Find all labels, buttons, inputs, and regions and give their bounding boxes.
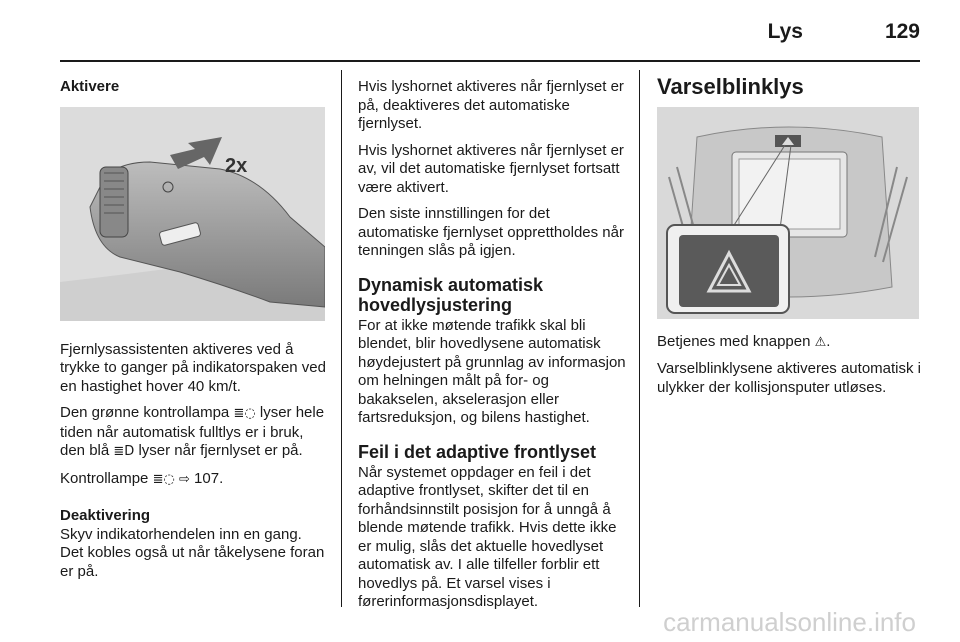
stalk-illustration	[60, 107, 325, 321]
paragraph: Hvis lyshornet aktiveres når fjernlyset er av, vil det automatiske fjernlyset fortsatt være aktivert.	[358, 141, 624, 196]
section-heading-dynamic-levelling: Dynamisk automatisk hovedlysjustering	[358, 274, 544, 315]
column-divider-1	[341, 70, 342, 607]
text-span: .	[826, 332, 831, 350]
column-1	[60, 78, 328, 589]
paragraph-hazard-button	[657, 333, 922, 353]
section-heading-aktivere: Aktivere	[60, 78, 120, 95]
column-divider-2	[639, 70, 640, 607]
paragraph-warning-lamp	[60, 404, 328, 462]
text-span: Kontrollampe	[60, 469, 153, 487]
text-span: Betjenes med knappen	[657, 332, 815, 350]
column-3	[657, 74, 922, 405]
text-span: lyser når fjernlyset er på.	[134, 442, 303, 459]
page-reference-icon: ⇨	[178, 471, 190, 487]
watermark: carmanualsonline.info	[663, 607, 916, 637]
section-heading-varselblinklys: Varselblinklys	[657, 74, 804, 99]
text-span: Den grønne kontrollampa	[60, 404, 234, 421]
paragraph: Varselblinklysene aktiveres automatisk i ulykker der kollisjonsputer utløses.	[657, 360, 922, 396]
section-heading-deaktivering: Deaktivering	[60, 507, 151, 524]
column-2	[358, 78, 628, 620]
text-span: lyser hele tiden når automatisk fulltlys er i bruk, den blå	[60, 404, 325, 459]
auto-highbeam-icon: ≣◌	[233, 406, 256, 421]
paragraph: Når systemet oppdager en feil i det adaptive frontlyset, skifter det til en forhåndsinnstilt posisjon for å unngå å blende møtende trafikk. Hvis dette ikke er mulig, slås det aktuelle hovedlyset automatisk av. I alle tilfeller forblir ett hovedlys på. Et varsel vises i førerinformasjonsdisplayet.	[358, 463, 617, 610]
paragraph: Fjernlysassistenten aktiveres ved å trykke to ganger på indikatorspaken ved en hastighet hover 40 km/t.	[60, 340, 326, 395]
page-number: 129	[884, 20, 920, 43]
hazard-button-illustration	[657, 107, 919, 319]
hazard-triangle-icon: ⚠	[814, 334, 827, 350]
auto-highbeam-icon: ≣◌	[152, 471, 175, 487]
header-section-title: Lys	[767, 20, 803, 43]
text-span: 107.	[189, 469, 224, 487]
section-heading-afl-fault: Feil i det adaptive frontlyset	[358, 441, 597, 462]
press-twice-label: 2x	[225, 154, 248, 177]
paragraph-reference	[60, 470, 328, 490]
highbeam-icon: ≣D	[113, 444, 135, 459]
paragraph: Hvis lyshornet aktiveres når fjernlyset er på, deaktiveres det automatiske fjernlyset.	[358, 78, 624, 132]
paragraph: Skyv indikatorhendelen inn en gang. Det kobles også ut når tåkelysene foran er på.	[60, 525, 325, 580]
paragraph: Den siste innstillingen for det automatiske fjernlyset opprettholdes når tenningen slås på igjen.	[358, 205, 624, 259]
header-rule	[60, 60, 920, 62]
paragraph: For at ikke møtende trafikk skal bli blendet, blir hovedlysene automatisk høydejustert på grunnlag av informasjon om helningen målt på for- og bakakselen, akselerasjon eller fartsreduksjon, og bilens hastighet.	[358, 316, 626, 426]
